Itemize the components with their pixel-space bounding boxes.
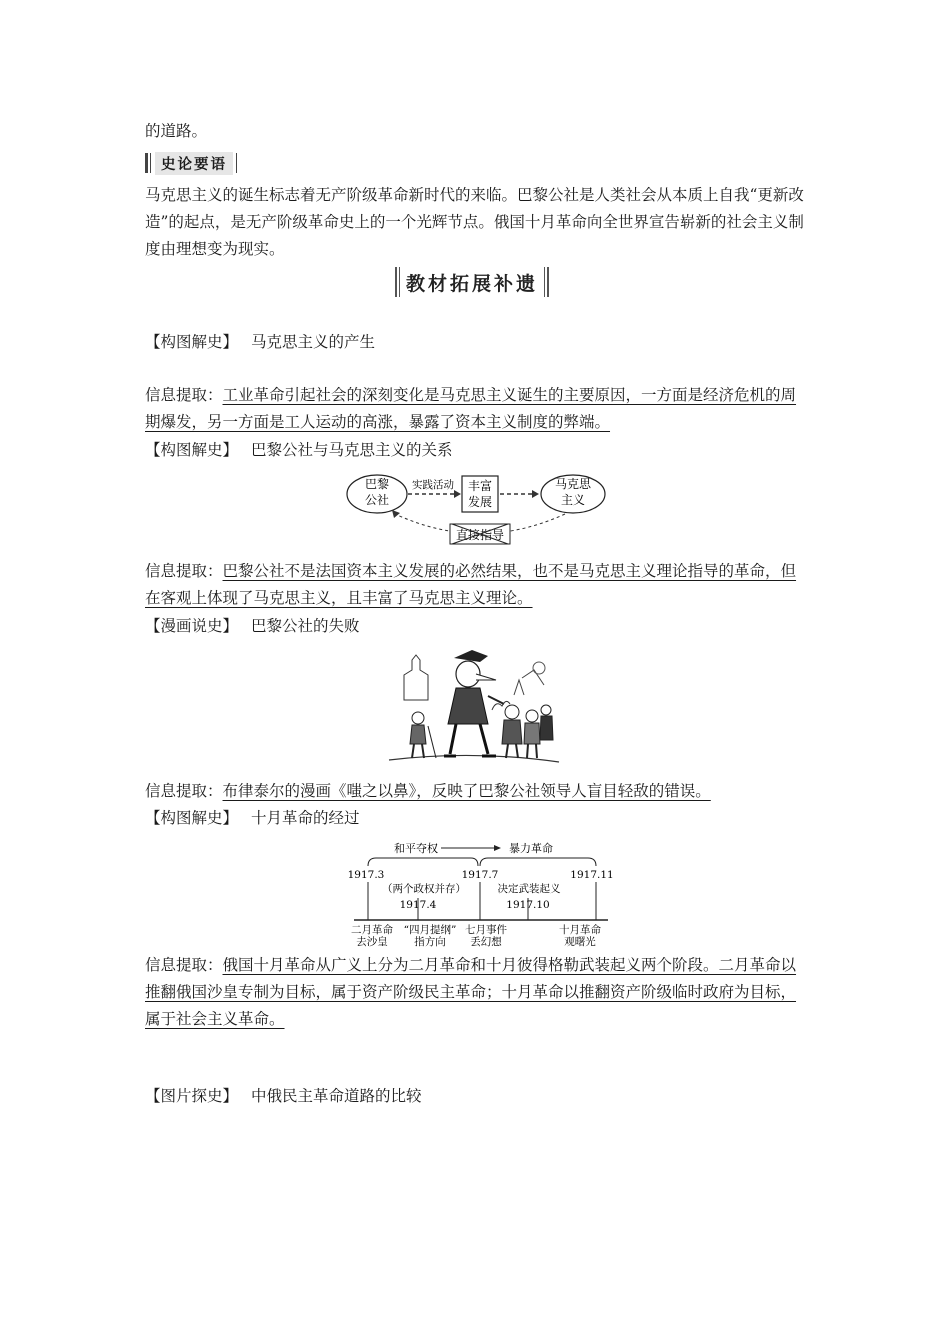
section-banner [395,266,549,298]
date-1917-4: 1917.4 [399,899,437,911]
section-tag: 【漫画说史】 [145,617,239,635]
event-july-line1: 七月事件 [465,924,507,936]
direct-guidance-label: 直接指导 [455,528,505,542]
section-title: 巴黎公社与马克思主义的关系 [250,441,453,459]
section-title: 十月革命的经过 [250,809,360,827]
peaceful-label: 和平夺权 [394,842,438,855]
practice-label: 实践活动 [412,479,454,491]
info-block-2 [145,558,810,612]
event-april-line2: 指方向 [414,936,446,948]
arrowhead [454,490,461,498]
dual-power-label: （两个政权并存） [382,883,466,895]
info-block-1 [145,382,810,436]
section-tag: 【构图解史】 [145,809,239,827]
event-feb-line1: 二月革命 [351,924,393,936]
date-1917-10: 1917.10 [506,899,550,911]
date-1917-3: 1917.3 [347,869,385,881]
cartoon-image [384,640,562,772]
banner-title: 教材拓展补遗 [406,272,539,295]
violent-label: 暴力革命 [509,842,553,855]
marxism-node-line1: 马克思 [554,477,592,491]
intro-tail: 的道路。 [145,122,208,140]
info-text: 俄国十月革命从广义上分为二月革命和十月彼得格勒武装起义两个阶段。二月革命以推翻俄国沙皇专制为目标，属于资产阶级民主革命；十月革命以推翻资产阶级临时政府为目标，属于社会主义革命。 [145,956,797,1028]
arrowhead [392,510,400,518]
section-tag: 【构图解史】 [145,333,239,351]
paris-node-line2: 公社 [364,493,390,507]
event-july-line2: 丢幻想 [470,936,502,948]
marxism-node-line2: 主义 [560,493,586,507]
info-prefix: 信息提取： [145,562,223,580]
arrowhead [532,490,539,498]
section-heading-3 [145,614,359,638]
section-tag: 【构图解史】 [145,441,239,459]
event-feb-line2: 去沙皇 [356,936,388,948]
info-prefix: 信息提取： [145,956,223,974]
date-1917-7: 1917.7 [461,869,499,881]
shilun-heading [145,152,237,174]
section-tag: 【图片探史】 [145,1087,239,1105]
shilun-label: 史论要语 [155,152,233,175]
info-text: 巴黎公社不是法国资本主义发展的必然结果，也不是马克思主义理论指导的革命，但在客观上体现了马克思主义，且丰富了马克思主义理论。 [145,562,797,607]
info-block-3 [145,778,810,805]
event-oct-line2: 观曙光 [564,936,596,948]
info-text: 工业革命引起社会的深刻变化是马克思主义诞生的主要原因，一方面是经济危机的周期爆发，另一方面是工人运动的高涨，暴露了资本主义制度的弊端。 [145,386,797,431]
section-heading-4 [145,806,359,830]
event-april-line1: “四月提纲” [403,924,457,936]
paris-diagram [340,468,610,548]
info-block-4 [145,952,810,1033]
shilun-text: 马克思主义的诞生标志着无产阶级革命新时代的来临。巴黎公社是人类社会从本质上自我“更新改造”的起点，是无产阶级革命史上的一个光辉节点。俄国十月革命向全世界宣告崭新的社会主义制度由理想变为现实。 [145,186,804,258]
event-oct-line1: 十月革命 [559,924,601,936]
enrich-node-line2: 发展 [467,495,493,509]
info-prefix: 信息提取： [145,782,223,800]
section-heading-2 [145,438,452,462]
info-text: 布律泰尔的漫画《嗤之以鼻》，反映了巴黎公社领导人盲目轻敌的错误。 [222,782,711,800]
section-title: 中俄民主革命道路的比较 [250,1087,422,1105]
date-1917-11: 1917.11 [570,869,614,881]
section-title: 马克思主义的产生 [250,333,375,351]
armed-uprising-label: 决定武装起义 [497,883,561,895]
info-prefix: 信息提取： [145,386,223,404]
section-heading-1 [145,330,375,354]
section-title: 巴黎公社的失败 [250,617,360,635]
enrich-node-line1: 丰富 [467,479,493,493]
october-timeline [346,836,616,948]
paris-node-line1: 巴黎 [364,477,390,491]
section-heading-5 [145,1084,421,1108]
